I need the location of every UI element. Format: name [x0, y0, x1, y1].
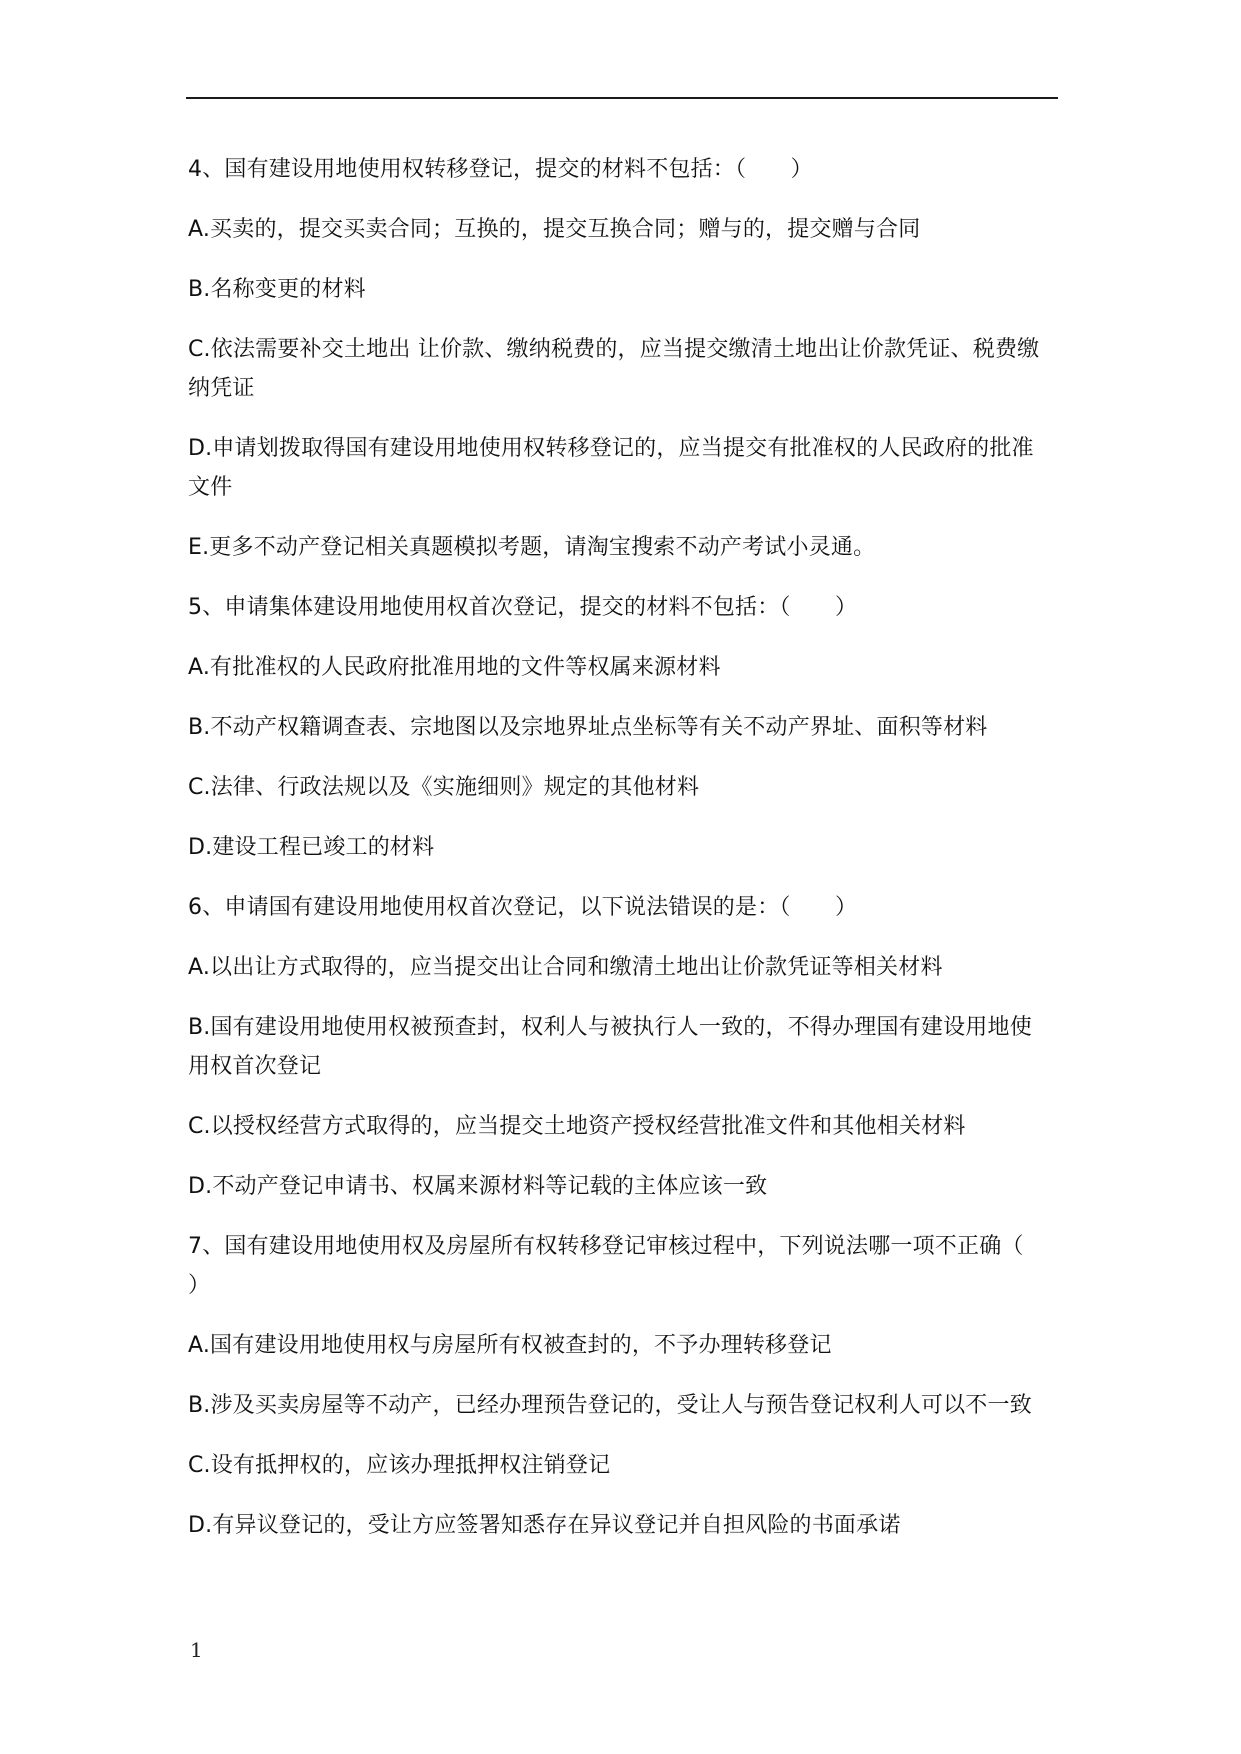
question-4-option-c: C.依法需要补交土地出 让价款、缴纳税费的，应当提交缴清土地出让价款凭证、税费缴纳凭证 — [188, 337, 1040, 401]
question-7: 7、国有建设用地使用权及房屋所有权转移登记审核过程中，下列说法哪一项不正确（ ） — [188, 1234, 1069, 1298]
header-rule — [186, 97, 1058, 99]
question-5-option-a: A.有批准权的人民政府批准用地的文件等权属来源材料 — [188, 655, 721, 680]
question-4: 4、国有建设用地使用权转移登记，提交的材料不包括：（ ） — [188, 157, 813, 182]
question-7-option-d: D.有异议登记的，受让方应签署知悉存在异议登记并自担风险的书面承诺 — [188, 1513, 901, 1538]
question-4-option-d: D.申请划拨取得国有建设用地使用权转移登记的，应当提交有批准权的人民政府的批准文件 — [188, 436, 1034, 500]
question-4-option-b: B.名称变更的材料 — [188, 277, 366, 302]
question-7-option-b: B.涉及买卖房屋等不动产，已经办理预告登记的，受让人与预告登记权利人可以不一致 — [188, 1393, 1032, 1418]
question-5-option-b: B.不动产权籍调查表、宗地图以及宗地界址点坐标等有关不动产界址、面积等材料 — [188, 715, 988, 740]
page-number: 1 — [190, 1638, 203, 1662]
document-body — [188, 150, 1069, 1566]
question-6-option-c: C.以授权经营方式取得的，应当提交土地资产授权经营批准文件和其他相关材料 — [188, 1114, 966, 1139]
question-7-option-c: C.设有抵押权的，应该办理抵押权注销登记 — [188, 1453, 611, 1478]
question-5-option-d: D.建设工程已竣工的材料 — [188, 835, 435, 860]
question-5-option-c: C.法律、行政法规以及《实施细则》规定的其他材料 — [188, 775, 700, 800]
question-4-option-a: A.买卖的，提交买卖合同；互换的，提交互换合同；赠与的，提交赠与合同 — [188, 217, 921, 242]
question-6-option-b: B.国有建设用地使用权被预查封，权利人与被执行人一致的，不得办理国有建设用地使用权首次登记 — [188, 1015, 1032, 1079]
question-5: 5、申请集体建设用地使用权首次登记，提交的材料不包括：（ ） — [188, 595, 858, 620]
question-6-option-a: A.以出让方式取得的，应当提交出让合同和缴清土地出让价款凭证等相关材料 — [188, 955, 943, 980]
question-6-option-d: D.不动产登记申请书、权属来源材料等记载的主体应该一致 — [188, 1174, 768, 1199]
question-7-option-a: A.国有建设用地使用权与房屋所有权被查封的，不予办理转移登记 — [188, 1333, 832, 1358]
question-4-option-e: E.更多不动产登记相关真题模拟考题，请淘宝搜索不动产考试小灵通。 — [188, 535, 876, 560]
question-6: 6、申请国有建设用地使用权首次登记，以下说法错误的是：（ ） — [188, 895, 858, 920]
